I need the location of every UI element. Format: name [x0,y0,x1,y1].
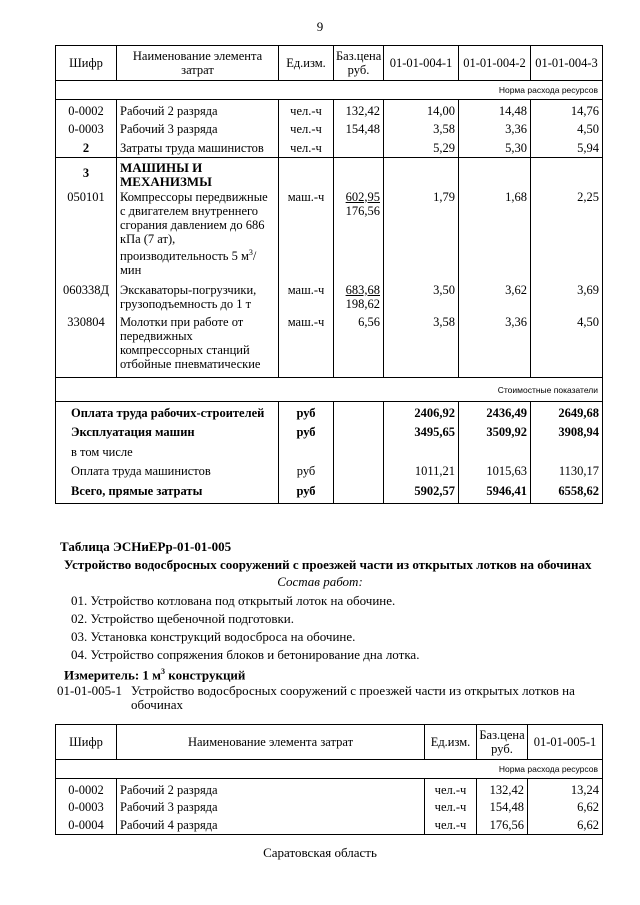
row-v1: 5,29 [384,138,459,158]
cost-unit: руб [279,423,334,443]
table-row [56,283,603,315]
cost-v1: 5902,57 [384,481,459,503]
header-code: Шифр [56,725,117,760]
row-code: 2 [56,138,117,158]
row-v3: 2,25 [531,190,603,283]
row-v2: 3,36 [459,315,531,378]
table-row [56,798,603,816]
row-v1: 1,79 [384,190,459,283]
header-col1: 01-01-005-1 [528,725,603,760]
header-unit: Ед.изм. [279,46,334,81]
norm-label: Норма расхода ресурсов [56,760,603,779]
row-price: 176,56 [477,816,528,835]
table-row [56,100,603,119]
region-footer: Саратовская область [263,845,377,860]
section-code: 3 [56,158,117,190]
row-price: 6,56 [334,315,384,378]
section-name: МАШИНЫ И МЕХАНИЗМЫ [117,158,279,190]
header-col2: 01-01-004-2 [459,46,531,81]
row-name: Рабочий 3 разряда [117,119,279,138]
row-name: Рабочий 4 разряда [117,816,425,835]
cost-row [56,481,603,503]
row-code: 0-0004 [56,816,117,835]
row-code: 0-0002 [56,779,117,798]
header-price: Баз.цена руб. [477,725,528,760]
row-v1: 3,58 [384,315,459,378]
cost-row [56,443,603,461]
header-col3: 01-01-004-3 [531,46,603,81]
step-item: 01. Устройство котлована под открытый лоток на обочине. [71,593,396,608]
table-row [56,779,603,798]
cost-v2: 5946,41 [459,481,531,503]
header-code: Шифр [56,46,117,81]
header-name: Наименование элемента затрат [117,725,425,760]
row-v1: 6,62 [528,816,603,835]
row-v1: 3,50 [384,283,459,315]
row-price: 154,48 [477,798,528,816]
header-price: Баз.цена руб. [334,46,384,81]
step-item: 04. Устройство сопряжения блоков и бетонирование дна лотка. [71,647,420,662]
row-v1: 14,00 [384,100,459,119]
row-code: 060338Д [56,283,117,315]
cost-label: Стоимостные показатели [56,377,603,401]
norm-label: Норма расхода ресурсов [56,81,603,100]
row-name: Затраты труда машинистов [117,138,279,158]
row-v3: 5,94 [531,138,603,158]
row-code: 0-0002 [56,100,117,119]
composition-title: Состав работ: [277,574,363,589]
cost-v3: 2649,68 [531,401,603,423]
header-unit: Ед.изм. [425,725,477,760]
row-v2: 3,62 [459,283,531,315]
row-price: 132,42 [334,100,384,119]
cost-row [56,423,603,443]
row-unit: чел.-ч [425,779,477,798]
row-price: 132,42 [477,779,528,798]
table-row [56,138,603,158]
item-code: 01-01-005-1 [57,683,122,698]
table-title: Таблица ЭСНиЕРр-01-01-005 [60,539,232,554]
row-code: 0-0003 [56,119,117,138]
item-text: Устройство водосбросных сооружений с проезжей части из открытых лотков на [131,683,575,698]
cost-name: в том числе [56,443,279,461]
cost-name: Оплата труда машинистов [56,461,279,481]
table-row [56,816,603,835]
section-subtitle: Устройство водосбросных сооружений с проезжей части из открытых лотков на обочинах [64,557,592,572]
row-v2: 14,48 [459,100,531,119]
row-name: Рабочий 2 разряда [117,100,279,119]
step-item: 03. Установка конструкций водосброса на обочине. [71,629,356,644]
row-unit: чел.-ч [425,798,477,816]
row-v1: 6,62 [528,798,603,816]
row-v2: 5,30 [459,138,531,158]
row-name: Экскаваторы-погрузчики, грузоподъемность до 1 т [117,283,279,315]
row-name: Рабочий 3 разряда [117,798,425,816]
table-row [56,119,603,138]
cost-v3: 6558,62 [531,481,603,503]
cost-v3: 1130,17 [531,461,603,481]
row-v2: 1,68 [459,190,531,283]
row-code: 330804 [56,315,117,378]
row-price: 683,68 198,62 [334,283,384,315]
table-row [56,190,603,283]
row-v1: 3,58 [384,119,459,138]
row-name: Рабочий 2 разряда [117,779,425,798]
row-unit: чел.-ч [279,100,334,119]
cost-v1: 3495,65 [384,423,459,443]
row-unit: маш.-ч [279,315,334,378]
row-name: Компрессоры передвижные с двигателем внутреннего сгорания давлением до 686 кПа (7 ат), производительность 5 $м^3$/мин [117,190,279,283]
row-v3: 14,76 [531,100,603,119]
cost-v1: 1011,21 [384,461,459,481]
row-code: 050101 [56,190,117,283]
row-v2: 3,36 [459,119,531,138]
cost-v2: 2436,49 [459,401,531,423]
measure-line: Измеритель: 1 $м^3$ конструкций [64,667,246,683]
row-v3: 4,50 [531,119,603,138]
row-unit: маш.-ч [279,190,334,283]
cost-name: Эксплуатация машин [56,423,279,443]
header-col1: 01-01-004-1 [384,46,459,81]
row-name: Молотки при работе от передвижных компрессорных станций отбойные пневматические [117,315,279,378]
cost-row [56,401,603,423]
row-v3: 3,69 [531,283,603,315]
cost-unit: руб [279,401,334,423]
row-v3: 4,50 [531,315,603,378]
cost-v1: 2406,92 [384,401,459,423]
resource-table-004 [55,45,603,504]
row-price: 154,48 [334,119,384,138]
row-v1: 13,24 [528,779,603,798]
table-row [56,315,603,378]
cost-row [56,461,603,481]
row-unit: маш.-ч [279,283,334,315]
cost-v3: 3908,94 [531,423,603,443]
cost-unit: руб [279,461,334,481]
row-unit: чел.-ч [279,119,334,138]
cost-unit: руб [279,481,334,503]
resource-table-005 [55,724,603,835]
cost-v2: 1015,63 [459,461,531,481]
item-text-cont: обочинах [131,697,183,712]
row-price: 602,95 176,56 [334,190,384,283]
row-code: 0-0003 [56,798,117,816]
page-number: 9 [316,19,324,34]
cost-name: Оплата труда рабочих-строителей [56,401,279,423]
cost-v2: 3509,92 [459,423,531,443]
step-item: 02. Устройство щебеночной подготовки. [71,611,294,626]
section-row [56,158,603,190]
cost-name: Всего, прямые затраты [56,481,279,503]
row-unit: чел.-ч [425,816,477,835]
row-unit: чел.-ч [279,138,334,158]
header-name: Наименование элемента затрат [117,46,279,81]
row-price [334,138,384,158]
